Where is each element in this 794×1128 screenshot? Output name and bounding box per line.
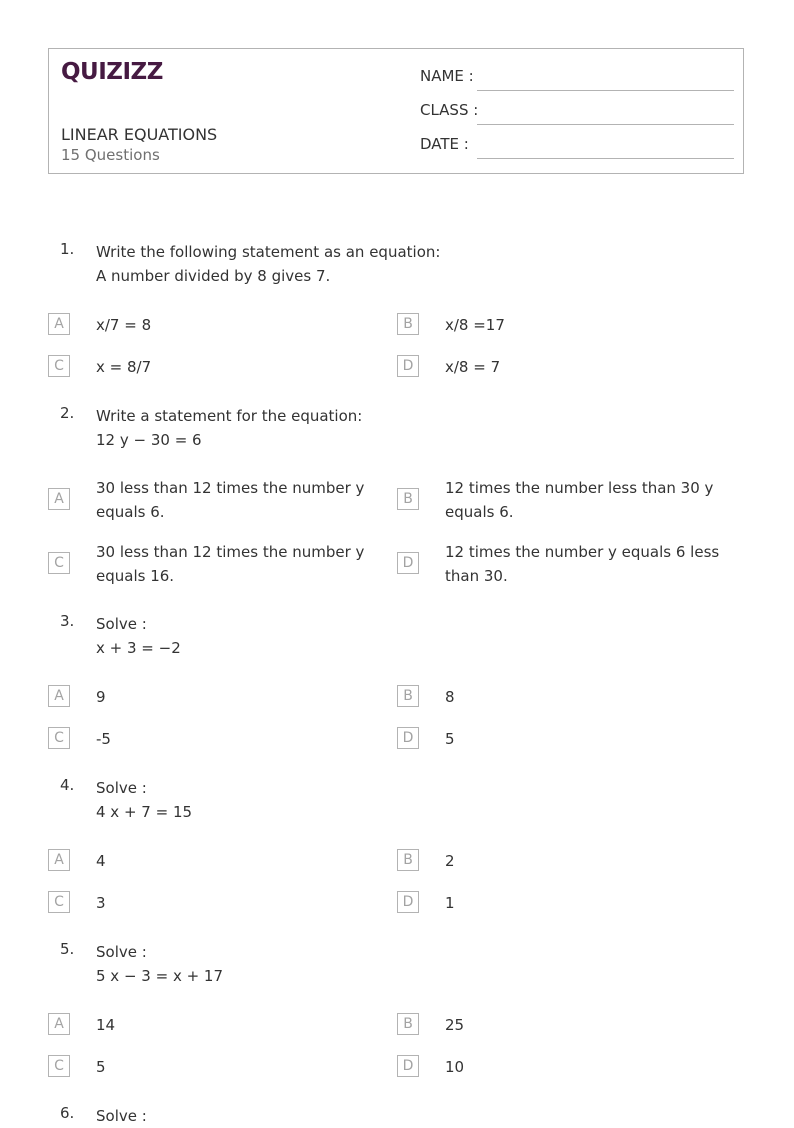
class-label: CLASS :	[420, 101, 479, 119]
question-line: 12 y − 30 = 6	[96, 431, 202, 449]
option-letter-box: C	[48, 355, 70, 377]
option-text: x = 8/7	[96, 358, 152, 376]
question-number: 2.	[60, 404, 75, 422]
option-text: 14	[96, 1016, 116, 1034]
option-letter-box: C	[48, 552, 70, 574]
question-line: x + 3 = −2	[96, 639, 181, 657]
option-letter-box: A	[48, 488, 70, 510]
question-text	[96, 612, 696, 660]
quizizz-logo: QUIZIZZ	[61, 59, 163, 85]
question-text	[96, 240, 696, 288]
date-line	[477, 158, 734, 159]
question-number: 3.	[60, 612, 75, 630]
option-letter-box: A	[48, 313, 70, 335]
question-text	[96, 1104, 696, 1128]
option-letter-box: B	[397, 1013, 419, 1035]
option-text: 12 times the number less than 30 y equals 6.	[445, 479, 714, 521]
question-line: Solve :	[96, 615, 147, 633]
name-line	[477, 90, 734, 91]
option-text: 10	[445, 1058, 465, 1076]
option-text: 3	[96, 894, 106, 912]
option-letter-box: A	[48, 685, 70, 707]
question-number: 5.	[60, 940, 75, 958]
question-number: 4.	[60, 776, 75, 794]
option-letter-box: D	[397, 891, 419, 913]
question-line: Solve :	[96, 943, 147, 961]
question-text	[96, 404, 696, 452]
option-letter-box: B	[397, 313, 419, 335]
question-text	[96, 776, 696, 824]
option-letter-box: D	[397, 355, 419, 377]
option-letter-box: B	[397, 849, 419, 871]
option-letter-box: C	[48, 891, 70, 913]
option-letter-box: D	[397, 552, 419, 574]
question-line: 5 x − 3 = x + 17	[96, 967, 224, 985]
question-count: 15 Questions	[61, 146, 160, 164]
option-text: 5	[445, 730, 455, 748]
question-line: Write a statement for the equation:	[96, 407, 363, 425]
option-letter-box: C	[48, 727, 70, 749]
option-text: 5	[96, 1058, 106, 1076]
option-text: x/7 = 8	[96, 316, 152, 334]
question-line: 4 x + 7 = 15	[96, 803, 193, 821]
option-letter-box: A	[48, 849, 70, 871]
option-letter-box: D	[397, 1055, 419, 1077]
class-field	[420, 101, 734, 125]
question-text	[96, 940, 696, 988]
question-line: Write the following statement as an equation:	[96, 243, 441, 261]
option-letter-box: A	[48, 1013, 70, 1035]
question-number: 1.	[60, 240, 75, 258]
worksheet-title: LINEAR EQUATIONS	[61, 125, 218, 144]
option-text: -5	[96, 730, 111, 748]
class-line	[477, 124, 734, 125]
question-line: A number divided by 8 gives 7.	[96, 267, 331, 285]
name-field	[420, 67, 734, 91]
option-letter-box: B	[397, 685, 419, 707]
option-text: 8	[445, 688, 455, 706]
option-letter-box: C	[48, 1055, 70, 1077]
question-number: 6.	[60, 1104, 75, 1122]
option-text: 9	[96, 688, 106, 706]
option-text: x/8 =17	[445, 316, 505, 334]
question-line: Solve :	[96, 779, 147, 797]
option-text: 30 less than 12 times the number y equals 16.	[96, 543, 365, 585]
name-label: NAME :	[420, 67, 474, 85]
option-text: 30 less than 12 times the number y equals 6.	[96, 479, 365, 521]
date-label: DATE :	[420, 135, 469, 153]
option-letter-box: B	[397, 488, 419, 510]
option-text: x/8 = 7	[445, 358, 501, 376]
option-letter-box: D	[397, 727, 419, 749]
question-line: Solve :	[96, 1107, 147, 1125]
option-text: 1	[445, 894, 455, 912]
date-field	[420, 135, 734, 159]
worksheet-header	[48, 48, 744, 174]
option-text: 4	[96, 852, 106, 870]
option-text: 2	[445, 852, 455, 870]
option-text: 25	[445, 1016, 465, 1034]
option-text: 12 times the number y equals 6 less than 30.	[445, 543, 720, 585]
